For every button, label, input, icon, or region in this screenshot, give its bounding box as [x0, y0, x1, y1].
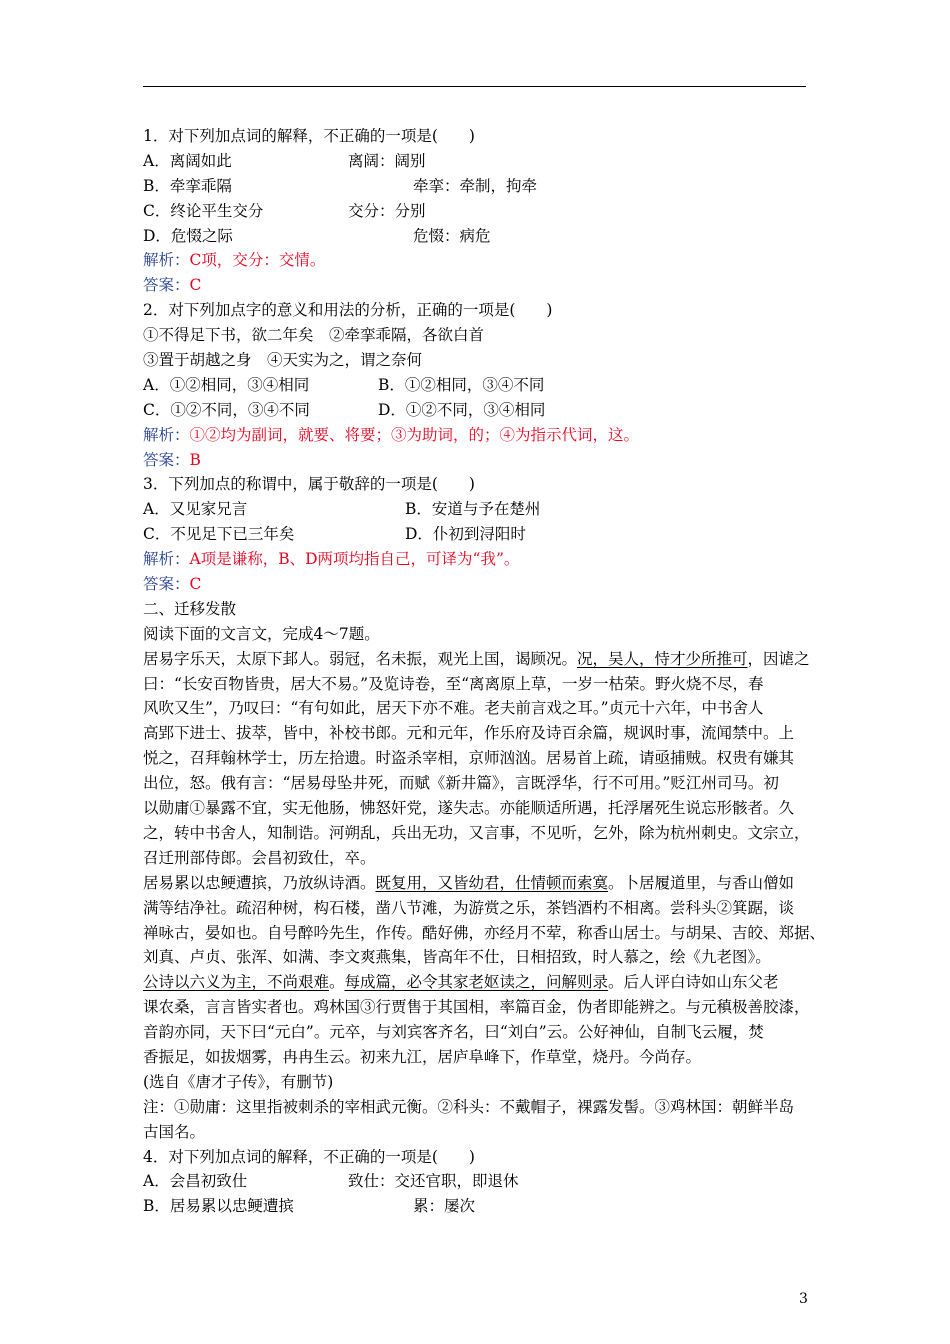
q2-items-1: ①不得足下书，欲二年矣 ②牵挛乖隔，各欲白首	[143, 326, 485, 345]
q4-option-a-gloss: 致仕：交还官职，即退休	[348, 1172, 519, 1191]
passage-text: 。	[329, 973, 345, 992]
q1-option-d	[143, 224, 811, 249]
page-number: 3	[799, 1291, 808, 1307]
q1-option-d-text: D．危惙之际	[143, 226, 233, 245]
q1-option-d-gloss: 危惙：病危	[413, 226, 491, 245]
q1-option-a	[143, 149, 811, 174]
passage-text: 。卜居履道里，与香山僧如	[608, 873, 795, 892]
q3-answer	[143, 572, 811, 597]
passage-text: 居易字乐天，太原下邽人。弱冠，名未振，观光上国，谒顾况。	[143, 649, 578, 668]
q2-option-a: A．①②相同，③④相同	[143, 375, 310, 394]
q1-stem: 1．对下列加点词的解释，不正确的一项是( )	[143, 127, 475, 145]
q2-answer	[143, 448, 811, 473]
q3-stem: 3．下列加点的称谓中，属于敬辞的一项是( )	[143, 475, 475, 494]
passage-note: 古国名。	[143, 1122, 206, 1141]
passage-line: 召迁刑部侍郎。会昌初致仕，卒。	[143, 848, 376, 867]
answer-value: C	[189, 575, 202, 594]
q1-option-c-gloss: 交分：分别	[348, 201, 426, 220]
answer-label: 答案：	[143, 575, 190, 594]
analysis-text: ①②均为副词，就要、将要；③为助词，的；④为指示代词，这。	[189, 425, 640, 444]
analysis-text: C项，交分：交情。	[189, 251, 326, 270]
passage-line: 课农桑，言言皆实者也。鸡林国③行贾售于其国相，率篇百金，伪者即能辨之。与元稹极善胶漆，	[143, 998, 810, 1017]
q1-option-b	[143, 174, 811, 199]
q2-option-b: B．①②相同，③④不同	[378, 375, 545, 394]
q4-option-b-text: B．居易累以忠鲠遭摈	[143, 1197, 294, 1216]
passage-underlined: 既复用，又皆幼君，仕情顿而索寞	[375, 873, 609, 892]
passage-line: 悦之，召拜翰林学士，历左拾遗。时盗杀宰相，京师汹汹。居易首上疏，请亟捕贼。权贵有嫌其	[143, 749, 795, 768]
document-body	[143, 124, 826, 1219]
passage-line: 音韵亦同，天下曰“元白”。元卒，与刘宾客齐名，曰“刘白”云。公好神仙，自制飞云履，焚	[143, 1023, 764, 1042]
answer-value: C	[189, 276, 202, 295]
analysis-label: 解析：	[143, 550, 190, 569]
q2-options-cd	[143, 398, 811, 423]
q4-option-b-gloss: 累：屡次	[413, 1197, 476, 1216]
passage-line: 出位，怒。俄有言：“居易母坠井死，而赋《新井篇》，言既浮华，行不可用。”贬江州司马。初	[143, 774, 779, 793]
passage-text: ，因谑之	[747, 649, 810, 668]
q3-options-ab	[143, 497, 811, 522]
analysis-label: 解析：	[143, 251, 190, 270]
q2-option-d: D．①②不同，③④相同	[378, 400, 546, 419]
q3-option-b: B．安道与予在楚州	[405, 500, 541, 519]
answer-label: 答案：	[143, 450, 190, 469]
q1-answer	[143, 273, 811, 298]
section-intro: 阅读下面的文言文，完成4～7题。	[143, 624, 380, 643]
passage-underlined: 公诗以六义为主，不尚艰难	[143, 973, 330, 992]
q1-option-c	[143, 199, 811, 224]
q4-option-a-text: A．会昌初致仕	[143, 1172, 248, 1191]
q1-option-b-gloss: 牵挛：牵制，拘牵	[413, 176, 538, 195]
q2-stem: 2．对下列加点字的意义和用法的分析，正确的一项是( )	[143, 301, 553, 320]
q1-analysis	[143, 248, 811, 273]
passage-text: 居易累以忠鲠遭摈，乃放纵诗酒。	[143, 873, 376, 892]
answer-label: 答案：	[143, 276, 190, 295]
passage-line: 香振足，如拔烟雾，冉冉生云。初来九江，居庐阜峰下，作草堂，烧丹。今尚存。	[143, 1047, 702, 1066]
passage-line: 禅咏古，晏如也。自号醉吟先生，作传。酷好佛，亦经月不荤，称香山居士。与胡杲、吉皎、郑据、	[143, 923, 826, 942]
q2-items-2: ③置于胡越之身 ④天实为之，谓之奈何	[143, 351, 423, 370]
passage-line	[143, 970, 811, 995]
passage-line: 之，转中书舍人，知制诰。河朔乱，兵出无功，又言事，不见听，乞外，除为杭州刺史。文宗立，	[143, 823, 810, 842]
passage-underlined: 每成篇，必令其家老妪读之，问解则录	[344, 973, 609, 992]
q2-analysis	[143, 423, 811, 448]
passage-line	[143, 647, 811, 672]
passage-underlined: 况，吴人，恃才少所推可	[577, 649, 748, 668]
q2-option-c: C．①②不同，③④不同	[143, 400, 310, 419]
q3-option-d: D．仆初到浔阳时	[405, 525, 526, 544]
q4-option-a	[143, 1169, 811, 1194]
q1-option-a-gloss: 离阔：阔别	[348, 151, 426, 170]
q1-option-a-text: A．离阔如此	[143, 151, 232, 170]
q1-option-c-text: C．终论平生交分	[143, 201, 264, 220]
analysis-text: A项是谦称，B、D两项均指自己，可译为“我”。	[189, 550, 520, 569]
passage-note: 注：①勋庸：这里指被刺杀的宰相武元衡。②科头：不戴帽子，裸露发髻。③鸡林国：朝鲜半岛	[143, 1097, 795, 1116]
passage-line: 曰：“长安百物皆贵，居大不易。”及览诗卷，至“离离原上草，一岁一枯荣。野火烧不尽，春	[143, 674, 764, 693]
q3-options-cd	[143, 522, 811, 547]
section-heading: 二、迁移发散	[143, 599, 237, 618]
q4-stem: 4．对下列加点词的解释，不正确的一项是( )	[143, 1147, 475, 1166]
q2-options-ab	[143, 373, 811, 398]
analysis-label: 解析：	[143, 425, 190, 444]
q3-analysis	[143, 547, 811, 572]
passage-line	[143, 871, 811, 896]
q4-option-b	[143, 1194, 811, 1219]
passage-line: 风吹又生”，乃叹曰：“有句如此，居天下亦不难。老夫前言戏之耳。”贞元十六年，中书舍人	[143, 699, 764, 718]
passage-line: 满等结净社。疏沼种树，构石楼，凿八节滩，为游赏之乐，茶铛酒杓不相离。尝科头②箕踞，谈	[143, 898, 795, 917]
q1-option-b-text: B．牵挛乖隔	[143, 176, 232, 195]
q3-option-a: A．又见家兄言	[143, 500, 248, 519]
passage-line: 刘真、卢贞、张浑、如满、李文爽燕集，皆高年不仕，日相招致，时人慕之，绘《九老图》。	[143, 948, 771, 967]
header-rule	[143, 86, 806, 87]
passage-line: 以勋庸①暴露不宜，实无他肠，怫怒奸党，遂失志。亦能顺适所遇，托浮屠死生说忘形骸者。久	[143, 799, 795, 818]
passage-text: 。后人评白诗如山东父老	[608, 973, 779, 992]
passage-source: (选自《唐才子传》，有删节)	[143, 1072, 334, 1091]
answer-value: B	[189, 450, 201, 469]
q3-option-c: C．不见足下已三年矣	[143, 525, 295, 544]
passage-line: 高郢下进士、拔萃，皆中，补校书郎。元和元年，作乐府及诗百余篇，规讽时事，流闻禁中。上	[143, 724, 795, 743]
